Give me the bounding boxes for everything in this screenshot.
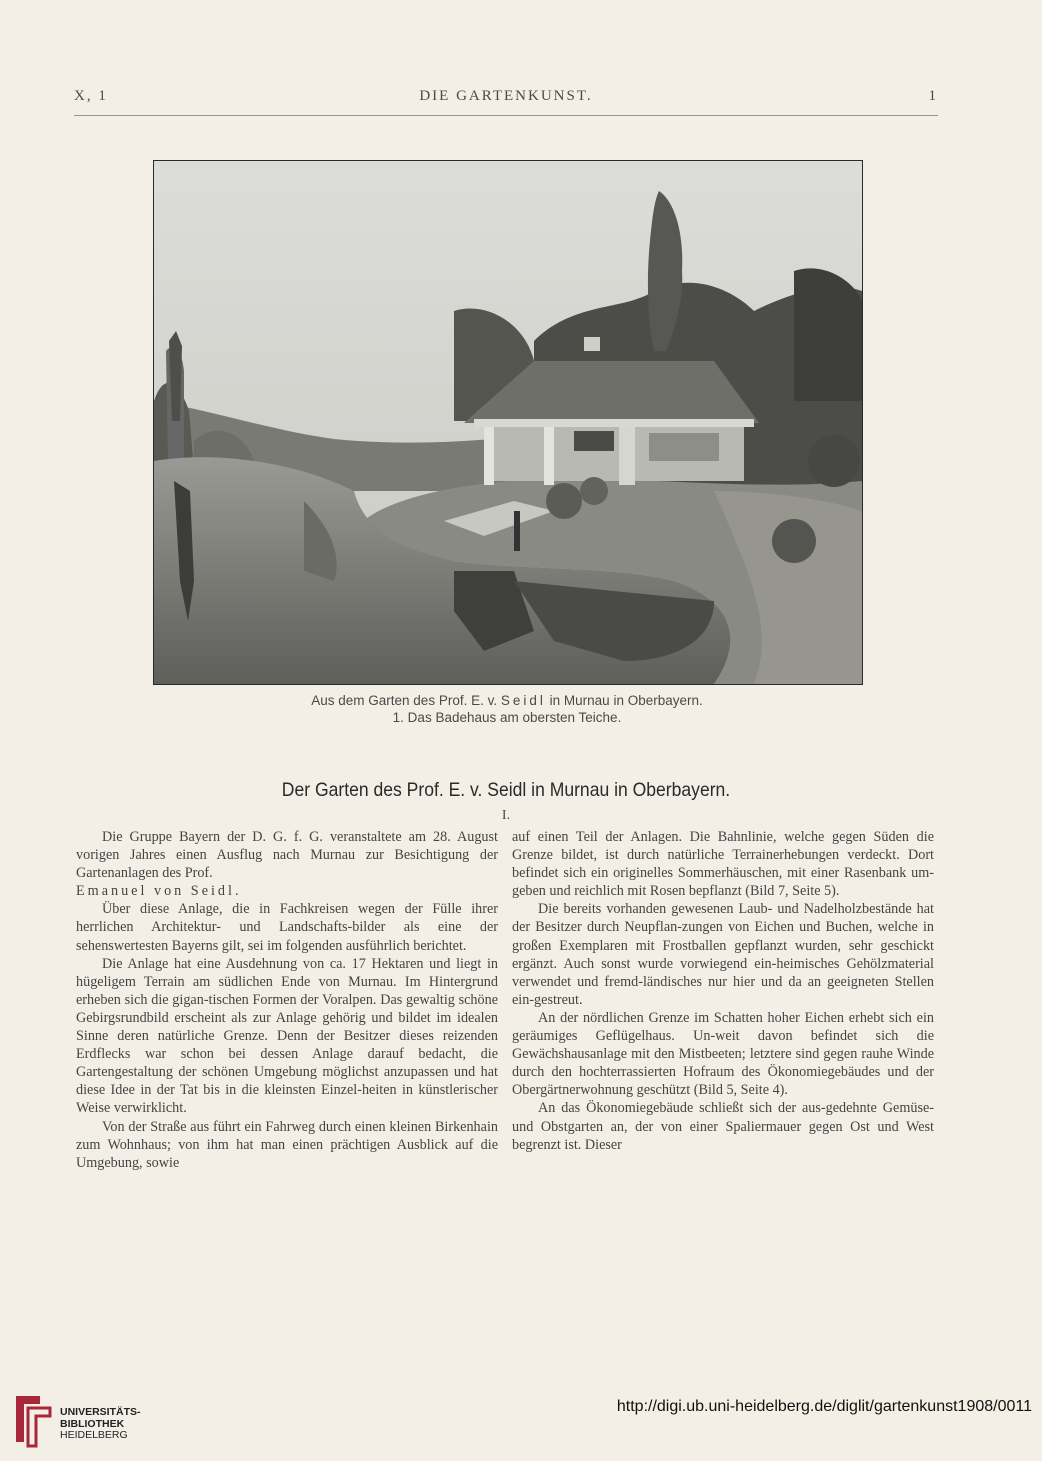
paragraph-name xyxy=(76,882,498,900)
person-name: Emanuel von Seidl. xyxy=(76,883,242,900)
photo-caption xyxy=(153,692,861,726)
paragraph: Die bereits vorhanden gewesenen Laub- und Nadelholzbestände hat der Besitzer durch Neupflan-zungen von Eichen und Buchen, welche in großen Exemplaren mit Frostballen gepflanzt wurden, sehr geschickt ergänzt. Auch sonst wurde vorwiegend ein-heimisches Gehölzmaterial verwendet und fremd-ländisches nur hier und da an geeigneten Stellen ein-gestreut. xyxy=(512,901,934,1008)
library-logo-icon xyxy=(10,1390,58,1448)
page-number: 1 xyxy=(928,88,938,104)
library-name-line: BIBLIOTHEK xyxy=(60,1417,125,1430)
text-column-right xyxy=(512,828,934,1154)
paragraph: Von der Straße aus führt ein Fahrweg durch einen kleinen Birkenhain zum Wohnhaus; von ihm hat man einen prächtigen Ausblick auf die Umgebung, sowie xyxy=(76,1118,498,1171)
paragraph: Die Gruppe Bayern der D. G. f. G. veranstaltete am 28. August vorigen Jahres einen Ausflug nach Murnau zur Besichtigung der Gartenanlagen des Prof. xyxy=(76,829,498,882)
bathhouse-photograph xyxy=(153,160,863,685)
caption-text: in Murnau in Oberbayern. xyxy=(549,693,703,708)
source-url-link[interactable]: http://digi.ub.uni-heidelberg.de/diglit/gartenkunst1908/0011 xyxy=(616,1398,1032,1415)
paragraph: auf einen Teil der Anlagen. Die Bahnlinie, welche gegen Süden die Grenze bildet, ist durch natürliche Terrainerhebungen verdeckt. Dort befindet sich ein originelles Sommerhäuschen, mit einer Rasenbank um-geben und reichlich mit Rosen bepflanzt (Bild 7, Seite 5). xyxy=(512,829,934,900)
article-title: Der Garten des Prof. E. v. Seidl in Murnau in Oberbayern. xyxy=(281,779,731,801)
volume-number: X, 1 xyxy=(74,88,108,104)
running-head xyxy=(74,88,938,110)
caption-name: Seidl xyxy=(500,693,546,708)
part-number: I. xyxy=(501,808,511,823)
paragraph: Die Anlage hat eine Ausdehnung von ca. 17 Hektaren und liegt in hügeligem Terrain am südlichen Ende von Murnau. Im Hintergrund erheben sich die gigan-tischen Formen der Voralpen. Das gewaltig schöne Gebirgsrundbild erscheint als zur Anlage gehörig und bildet im idealen Sinne deren natürliche Grenze. Denn der Besitzer dieses reizenden Erdflecks war schon bei dessen Anlage darauf bedacht, die Gartengestaltung der schönen Umgebung möglichst anzupassen und hat diese Idee in der Tat bis in die kleinsten Einzel-heiten in künstlerischer Weise verwirklicht. xyxy=(76,955,498,1117)
library-name-line: UNIVERSITÄTS- xyxy=(60,1406,141,1418)
header-rule xyxy=(74,115,938,116)
library-name xyxy=(60,1407,141,1442)
caption-text: Aus dem Garten des Prof. E. v. xyxy=(311,693,498,708)
paragraph: An der nördlichen Grenze im Schatten hoher Eichen erhebt sich ein geräumiges Geflügelhaus. Un-weit davon befindet sich die Gewächshausanlage mit den Mistbeeten; letztere sind gegen rauhe Winde durch den hochterrassierten Hofraum des Ökonomiegebäudes und der Obergärtnerwohnung geschützt (Bild 5, Seite 4). xyxy=(512,1009,934,1099)
library-name-line: HEIDELBERG xyxy=(60,1429,128,1441)
paragraph: An das Ökonomiegebäude schließt sich der aus-gedehnte Gemüse- und Obstgarten an, der von einer Spaliermauer gegen Ost und West begrenzt ist. Dieser xyxy=(512,1100,934,1153)
caption-line-2: 1. Das Badehaus am obersten Teiche. xyxy=(392,710,622,725)
caption-line-1 xyxy=(153,692,861,709)
text-column-left xyxy=(76,828,498,1172)
paragraph: Über diese Anlage, die in Fachkreisen wegen der Fülle ihrer herrlichen Architektur- und Landschafts-bilder als eine der sehenswertesten Bayerns gilt, sei im folgenden ausführlich berichtet. xyxy=(76,901,498,954)
journal-title: DIE GARTENKUNST. xyxy=(419,88,593,104)
